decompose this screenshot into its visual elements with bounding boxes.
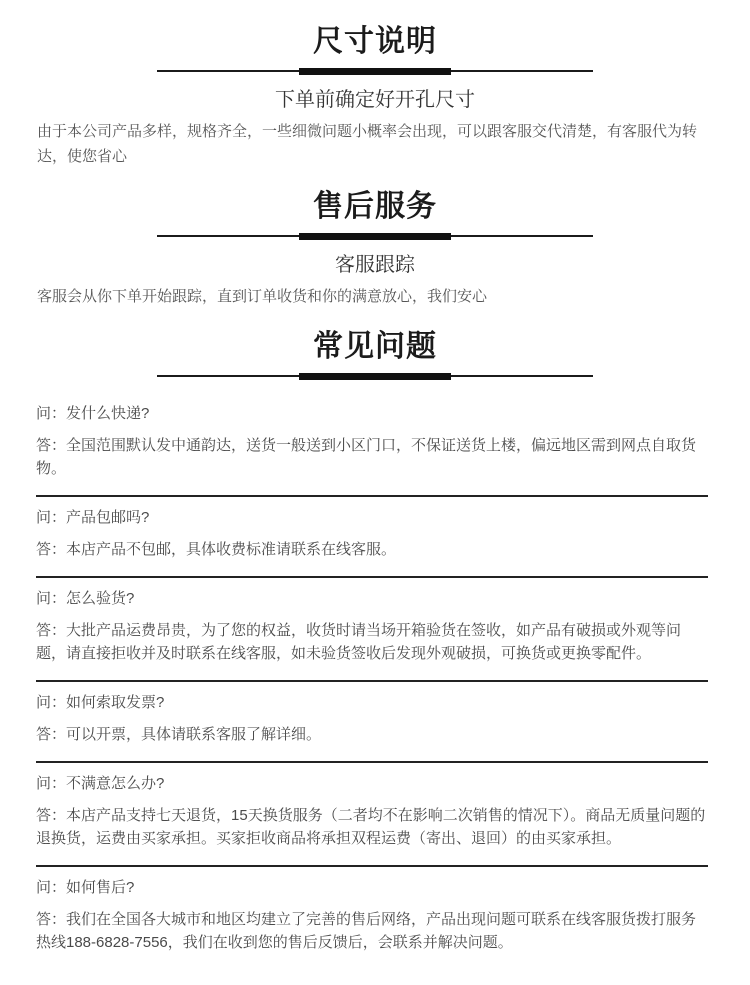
faq-question <box>36 693 708 712</box>
faq-answer-text: 本店产品支持七天退货，15天换货服务（二者均不在影响二次销售的情况下）。商品无质量问题的退换货，运费由买家承担。买家拒收商品将承担双程运费（寄出、退回）的由买家承担。 <box>36 807 706 847</box>
faq-answer-text: 我们在全国各大城市和地区均建立了完善的售后网络，产品出现问题可联系在线客服货拨打服务热线188-6828-7556，我们在收到您的售后反馈后，会联系并解决问题。 <box>36 911 697 951</box>
section-title-after-sales: 售后服务 <box>313 190 437 223</box>
faq-answer-prefix: 答： <box>36 726 67 743</box>
section-subtitle-size: 下单前确定好开孔尺寸 <box>275 89 475 111</box>
title-divider <box>157 233 593 240</box>
faq-question-prefix: 问： <box>36 775 67 792</box>
faq-question-text: 发什么快递? <box>66 405 150 422</box>
faq-answer <box>36 723 708 746</box>
faq-question <box>36 589 708 608</box>
section-title-size: 尺寸说明 <box>313 25 437 58</box>
faq-answer <box>36 619 708 665</box>
faq-question-text: 怎么验货? <box>66 590 135 607</box>
faq-answer-prefix: 答： <box>36 437 67 454</box>
faq-item <box>36 400 708 495</box>
section-title-faq: 常见问题 <box>313 330 437 363</box>
faq-question-prefix: 问： <box>36 405 67 422</box>
faq-question-prefix: 问： <box>36 590 67 607</box>
faq-question <box>36 774 708 793</box>
title-divider <box>157 68 593 75</box>
faq-question-prefix: 问： <box>36 509 67 526</box>
section-faq <box>0 329 750 969</box>
faq-item <box>36 682 708 761</box>
section-subtitle-after-sales: 客服跟踪 <box>335 254 415 276</box>
faq-item <box>36 497 708 576</box>
faq-question <box>36 878 708 897</box>
title-divider <box>157 373 593 380</box>
faq-question-text: 不满意怎么办? <box>66 775 165 792</box>
faq-item <box>36 763 708 865</box>
faq-question <box>36 508 708 527</box>
faq-answer <box>36 538 708 561</box>
faq-answer-text: 可以开票，具体请联系客服了解详细。 <box>66 726 322 743</box>
section-after-sales <box>0 189 750 309</box>
faq-answer <box>36 908 708 954</box>
faq-question-text: 如何售后? <box>66 879 135 896</box>
faq-question-prefix: 问： <box>36 879 67 896</box>
faq-answer-prefix: 答： <box>36 622 67 639</box>
faq-answer <box>36 434 708 480</box>
faq-question-text: 产品包邮吗? <box>66 509 150 526</box>
faq-item <box>36 867 708 969</box>
faq-answer-text: 大批产品运费昂贵，为了您的权益，收货时请当场开箱验货在签收，如产品有破损或外观等问题，请直接拒收并及时联系在线客服，如未验货签收后发现外观破损，可换货或更换零配件。 <box>36 622 682 662</box>
faq-answer <box>36 804 708 850</box>
section-body-after-sales: 客服会从你下单开始跟踪，直到订单收货和你的满意放心，我们安心 <box>37 288 488 305</box>
section-size-notes <box>0 24 750 169</box>
faq-question-prefix: 问： <box>36 694 67 711</box>
faq-answer-text: 全国范围默认发中通韵达，送货一般送到小区门口，不保证送货上楼，偏远地区需到网点自取货物。 <box>36 437 697 477</box>
faq-answer-prefix: 答： <box>36 807 67 824</box>
faq-answer-prefix: 答： <box>36 541 67 558</box>
faq-answer-prefix: 答： <box>36 911 67 928</box>
faq-list <box>36 400 708 969</box>
faq-item <box>36 578 708 680</box>
section-body-size: 由于本公司产品多样，规格齐全，一些细微问题小概率会出现，可以跟客服交代清楚，有客服代为转达，使您省心 <box>37 123 698 165</box>
faq-question <box>36 404 708 423</box>
faq-question-text: 如何索取发票? <box>66 694 165 711</box>
faq-answer-text: 本店产品不包邮，具体收费标准请联系在线客服。 <box>66 541 397 558</box>
